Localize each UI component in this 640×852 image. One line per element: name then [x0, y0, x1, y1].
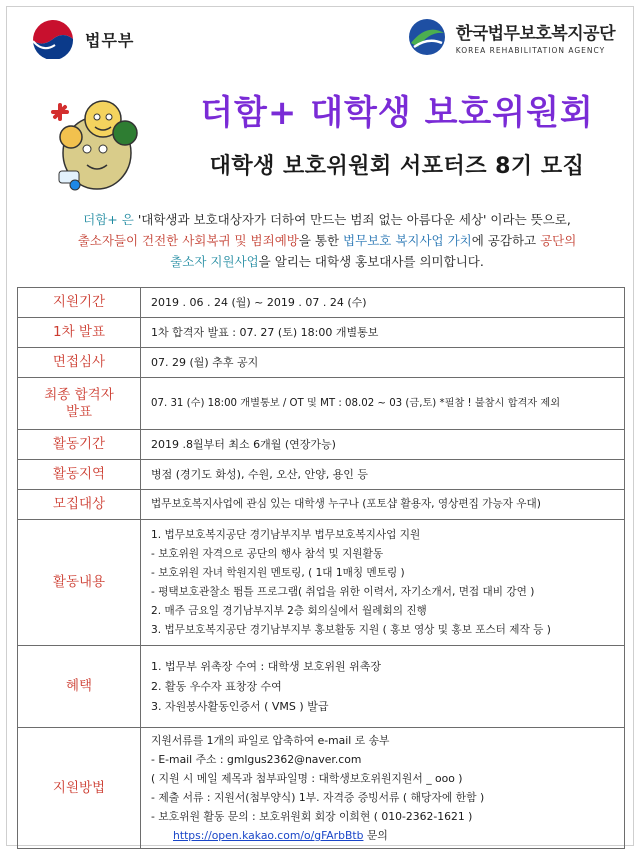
row-value-line: - 보호위원 활동 문의 : 보호위원회 회장 이희현 ( 010-2362-1621 )	[151, 810, 473, 823]
taeguk-emblem-icon	[29, 19, 77, 59]
row-value-line: - 제출 서류 : 지원서(첨부양식) 1부. 자격증 증빙서류 ( 해당자에 한함 )	[151, 791, 485, 804]
row-label: 활동내용	[18, 520, 141, 646]
table-row	[18, 520, 625, 646]
row-label: 면접심사	[18, 348, 141, 378]
agency-name-ko: 한국법무보호복지공단	[455, 24, 615, 44]
row-value	[141, 460, 625, 490]
row-value-line: 07. 29 (월) 추후 공지	[151, 356, 259, 369]
table-row	[18, 490, 625, 520]
link-suffix: 문의	[363, 829, 388, 842]
ministry-name: 법무부	[85, 30, 135, 50]
row-value	[141, 646, 625, 728]
row-label: 모집대상	[18, 490, 141, 520]
row-value	[141, 520, 625, 646]
row-value-line: 2019 . 06 . 24 (월) ~ 2019 . 07 . 24 (수)	[151, 296, 367, 309]
row-value	[141, 430, 625, 460]
row-value-line: 3. 자원봉사활동인증서 ( VMS ) 발급	[151, 699, 329, 713]
intro-text: 법무보호 복지사업 가치	[343, 233, 472, 248]
ministry-logo	[29, 19, 134, 59]
table-row	[18, 646, 625, 728]
intro-text: 출소자 지원사업	[170, 254, 259, 269]
intro-text: 에 공감하고	[471, 233, 541, 248]
row-value	[141, 490, 625, 520]
row-value	[141, 348, 625, 378]
recruitment-info-table	[17, 287, 625, 849]
page-subtitle: 대학생 보호위원회 서포터즈 8기 모집	[209, 154, 585, 179]
row-value-line: - 평택보호관찰소 뜀틀 프로그램( 취업을 위한 이력서, 자기소개서, 면접 대비 강연 )	[151, 585, 535, 598]
row-label: 혜택	[18, 646, 141, 728]
table-row	[18, 460, 625, 490]
intro-text: 출소자들이 건전한 사회복귀 및 범죄예방	[77, 233, 299, 248]
poster-page	[6, 6, 634, 846]
row-value-line: 2. 매주 금요일 경기남부지부 2층 회의실에서 월례회의 진행	[151, 604, 427, 617]
row-label: 지원기간	[18, 288, 141, 318]
row-value-line: 1. 법무보호복지공단 경기남부지부 법무보호복지사업 지원	[151, 528, 421, 541]
intro-text: 공단의	[540, 233, 577, 248]
row-value	[141, 288, 625, 318]
table-row	[18, 378, 625, 430]
row-value-line: - 보호위원 자격으로 공단의 행사 참석 및 지원활동	[151, 547, 384, 560]
intro-text: '대학생과 보호대상자가 더하여 만드는 범죄 없는 아름다운 세상'	[137, 212, 487, 227]
mascot-illustration	[41, 87, 149, 195]
row-value	[141, 318, 625, 348]
table-row	[18, 348, 625, 378]
row-label: 활동기간	[18, 430, 141, 460]
row-label: 활동지역	[18, 460, 141, 490]
row-label: 지원방법	[18, 728, 141, 849]
row-value-line: - 보호위원 자녀 학원지원 멘토링, ( 1대 1매칭 멘토링 )	[151, 566, 405, 579]
intro-text: 을 알리는 대학생 홍보대사를 의미합니다.	[258, 254, 484, 269]
row-value-line: ( 지원 시 메일 제목과 첨부파일명 : 대학생보호위원지원서 _ ooo )	[151, 772, 463, 785]
intro-text: 더함+ 은	[83, 212, 138, 227]
kakao-open-chat-link[interactable]: https://open.kakao.com/o/gFArbBtb	[173, 829, 364, 842]
agency-emblem-icon	[404, 17, 450, 57]
row-value-line: 병점 (경기도 화성), 수원, 오산, 안양, 용인 등	[151, 468, 369, 481]
agency-logo	[404, 17, 615, 57]
intro-text: 이라는 뜻으로,	[486, 212, 571, 227]
row-value-line: 1. 법무부 위촉장 수여 : 대학생 보호위원 위촉장	[151, 659, 381, 673]
intro-paragraph	[31, 209, 623, 272]
row-value-line: 2019 .8월부터 최소 6개월 (연장가능)	[151, 438, 336, 451]
agency-name-en: KOREA REHABILITATION AGENCY	[455, 46, 606, 55]
table-row	[18, 288, 625, 318]
row-value	[141, 378, 625, 430]
table-row	[18, 430, 625, 460]
row-label: 1차 발표	[18, 318, 141, 348]
row-value-line: 2. 활동 우수자 표창장 수여	[151, 679, 282, 693]
page-title: 더함+ 대학생 보호위원회	[200, 93, 594, 133]
row-value-line: 지원서류를 1개의 파일로 압축하여 e-mail 로 송부	[151, 734, 390, 747]
row-value	[141, 728, 625, 849]
row-value-line: 3. 법무보호복지공단 경기남부지부 홍보활동 지원 ( 홍보 영상 및 홍보 포스터 제작 등 )	[151, 623, 551, 636]
row-value-line: 07. 31 (수) 18:00 개별통보 / OT 및 MT : 08.02 ~ 03 (금,토) *필참 ! 불참시 합격자 제외	[151, 398, 561, 409]
table-row	[18, 318, 625, 348]
row-value-line: - E-mail 주소 : gmlgus2362@naver.com	[151, 753, 362, 766]
row-label: 최종 합격자 발표	[18, 378, 141, 430]
intro-text: 을 통한	[298, 233, 344, 248]
row-value-line: 1차 합격자 발표 : 07. 27 (토) 18:00 개별통보	[151, 326, 379, 339]
row-value-line: 법무보호복지사업에 관심 있는 대학생 누구나 (포토샵 활용자, 영상편집 가능자 우대)	[151, 498, 541, 510]
table-row	[18, 728, 625, 849]
